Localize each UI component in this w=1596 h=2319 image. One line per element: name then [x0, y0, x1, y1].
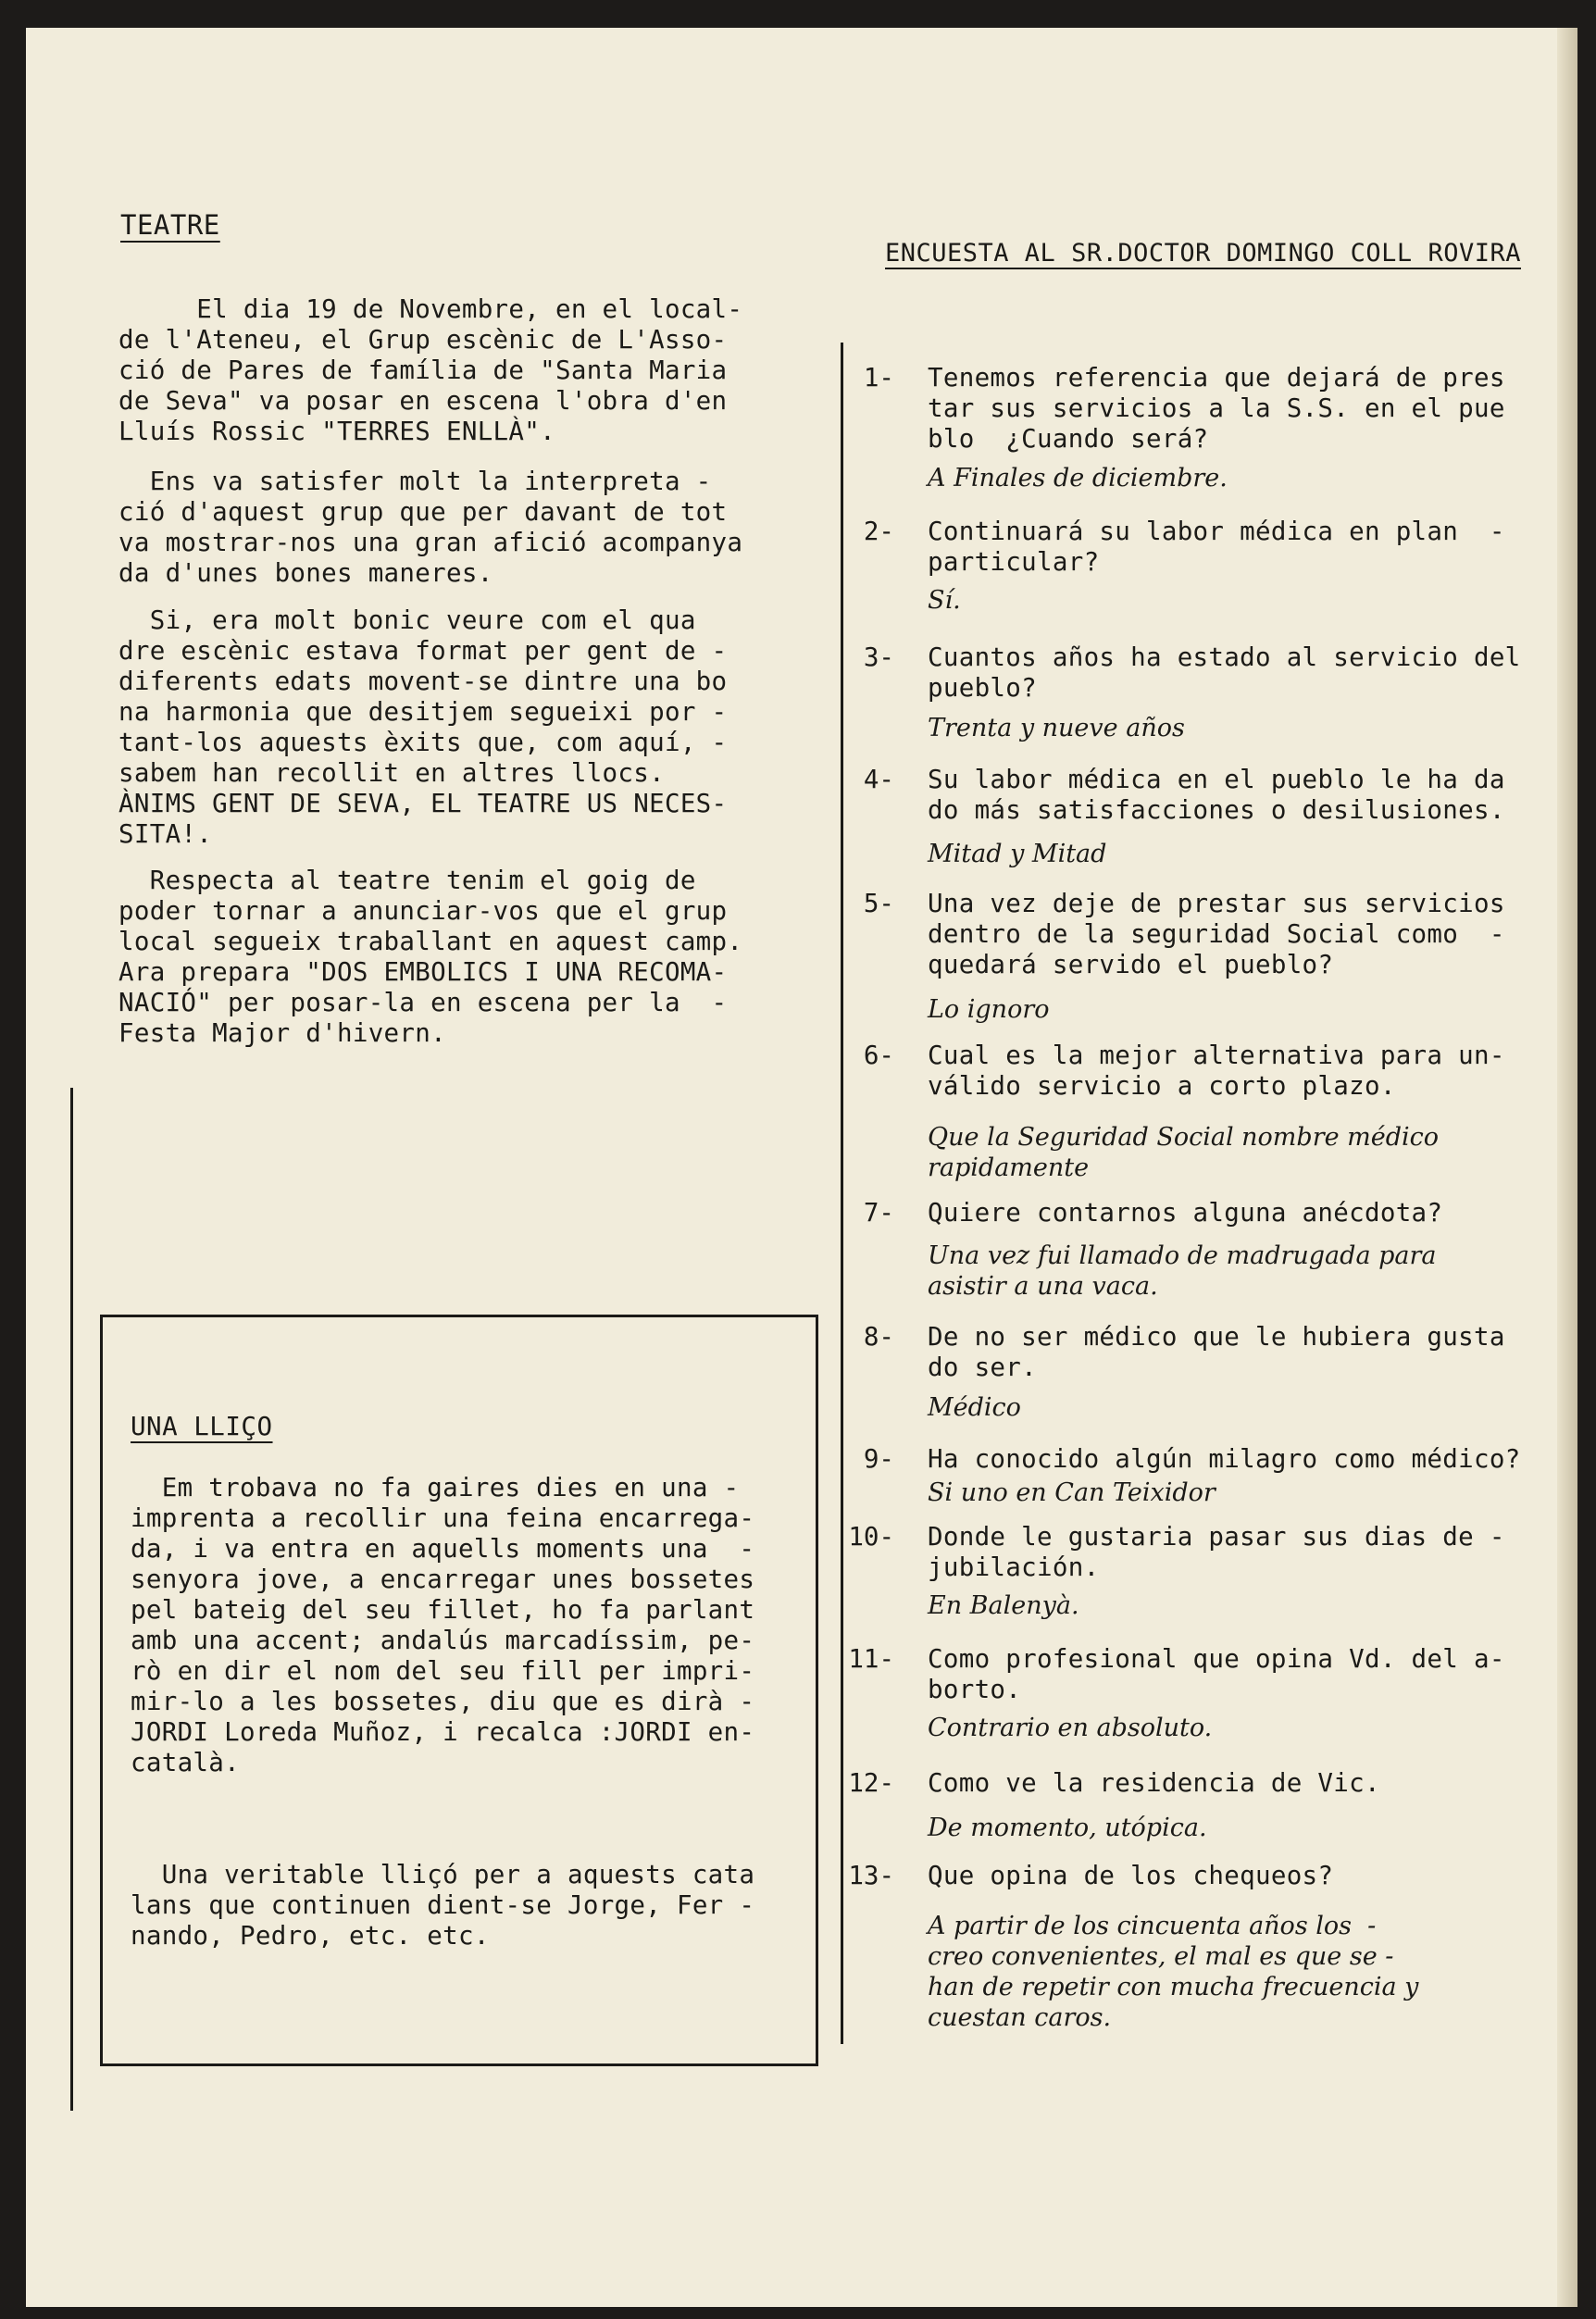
teatre-paragraph-4: Respecta al teatre tenim el goig de poder tornar a anunciar-vos que el grup local segueix traballant en aquest camp. Ara prepara "DOS EMBOLICS I UNA RECOMA- NACIÓ" per posar-la en escena per la - Festa Major d'hivern.: [118, 866, 743, 1048]
question-text: De no ser médico que le hubiera gusta do ser.: [928, 1322, 1505, 1382]
llico-paragraph-1: Em trobava no fa gaires dies en una - imprenta a recollir una feina encarrega- da, i va entra en aquells moments una - senyora jove, a encarregar unes bossetes pel bateig del seu fillet, ho fa parlant amb una accent; andalús marcadíssim, pe- rò en dir el nom del seu fill per impri- mir-lo a les bossetes, diu que es dirà - JORDI Loreda Muñoz, i recalca :JORDI en- català.: [131, 1473, 755, 1777]
teatre-paragraph-2: Ens va satisfer molt la interpreta - ció d'aquest grup que per davant de tot va mostrar-nos una gran afició acompanya da d'unes bones maneres.: [118, 467, 743, 588]
encuesta-heading: ENCUESTA AL SR.DOCTOR DOMINGO COLL ROVIRA: [885, 239, 1521, 268]
answer-text: Trenta y nueve años: [928, 714, 1185, 742]
answer-text: Sí.: [928, 586, 961, 615]
answer-text: Si uno en Can Teixidor: [928, 1478, 1216, 1507]
question-number: 4-: [863, 765, 894, 794]
question-text: Continuará su labor médica en plan - particular?: [928, 517, 1505, 577]
question-number: 6-: [863, 1041, 894, 1070]
question-text: Que opina de los chequeos?: [928, 1861, 1334, 1890]
answer-text: A partir de los cincuenta años los - creo convenientes, el mal es que se - han de repetir con mucha frecuencia y cuestan caros.: [928, 1912, 1419, 2032]
answer-text: A Finales de diciembre.: [928, 464, 1228, 492]
question-text: Una vez deje de prestar sus servicios dentro de la seguridad Social como - quedará servido el pueblo?: [928, 889, 1505, 979]
answer-text: Médico: [928, 1393, 1021, 1422]
answer-text: Una vez fui llamado de madrugada para asistir a una vaca.: [928, 1241, 1437, 1301]
question-number: 5-: [863, 889, 894, 918]
page-edge-shadow: [1557, 28, 1577, 2307]
question-number: 13-: [848, 1861, 894, 1890]
question-number: 7-: [863, 1198, 894, 1228]
question-number: 9-: [863, 1444, 894, 1474]
magazine-page: [26, 28, 1577, 2307]
answer-text: En Balenyà.: [928, 1591, 1079, 1620]
teatre-paragraph-1: El dia 19 de Novembre, en el local- de l'Ateneu, el Grup escènic de L'Asso- ció de Pares de família de "Santa Maria de Seva" va posar en escena l'obra d'en Lluís Rossic "TERRES ENLLÀ".: [118, 294, 743, 446]
teatre-paragraph-3: Si, era molt bonic veure com el qua dre escènic estava format per gent de - diferents edats movent-se dintre una bo na harmonia que desitjem segueixi por - tant-los aquests èxits que, com aquí, - sabem han recollit en altres llocs. ÀNIMS GENT DE SEVA, EL TEATRE US NECES- SITA!.: [118, 605, 728, 849]
question-number: 12-: [848, 1768, 894, 1798]
question-number: 8-: [863, 1322, 894, 1352]
question-number: 2-: [863, 517, 894, 546]
question-number: 3-: [863, 642, 894, 672]
question-text: Como profesional que opina Vd. del a- borto.: [928, 1644, 1505, 1704]
llico-box: [100, 1315, 818, 2066]
answer-text: Mitad y Mitad: [928, 840, 1107, 868]
answer-text: De momento, utópica.: [928, 1814, 1207, 1842]
teatre-heading: TEATRE: [120, 209, 220, 241]
llico-paragraph-2: Una veritable lliçó per a aquests cata lans que continuen dient-se Jorge, Fer - nando, Pedro, etc. etc.: [131, 1860, 755, 1951]
answer-text: Contrario en absoluto.: [928, 1714, 1213, 1742]
question-number: 10-: [848, 1522, 894, 1552]
question-number: 1-: [863, 363, 894, 393]
question-text: Cuantos años ha estado al servicio del pueblo?: [928, 642, 1521, 703]
question-text: Quiere contarnos alguna anécdota?: [928, 1198, 1443, 1228]
question-text: Cual es la mejor alternativa para un- válido servicio a corto plazo.: [928, 1041, 1505, 1101]
left-margin-rule: [70, 1088, 73, 2111]
question-text: Ha conocido algún milagro como médico?: [928, 1444, 1521, 1474]
question-text: Tenemos referencia que dejará de pres tar sus servicios a la S.S. en el pue blo ¿Cuando será?: [928, 363, 1505, 454]
question-text: Como ve la residencia de Vic.: [928, 1768, 1380, 1798]
question-text: Donde le gustaria pasar sus dias de - jubilación.: [928, 1522, 1505, 1582]
llico-heading: UNA LLIÇO: [131, 1412, 273, 1441]
question-text: Su labor médica en el pueblo le ha da do más satisfacciones o desilusiones.: [928, 765, 1505, 825]
answer-text: Lo ignoro: [928, 995, 1050, 1024]
question-number: 11-: [848, 1644, 894, 1674]
answer-text: Que la Seguridad Social nombre médico rapidamente: [928, 1123, 1440, 1182]
